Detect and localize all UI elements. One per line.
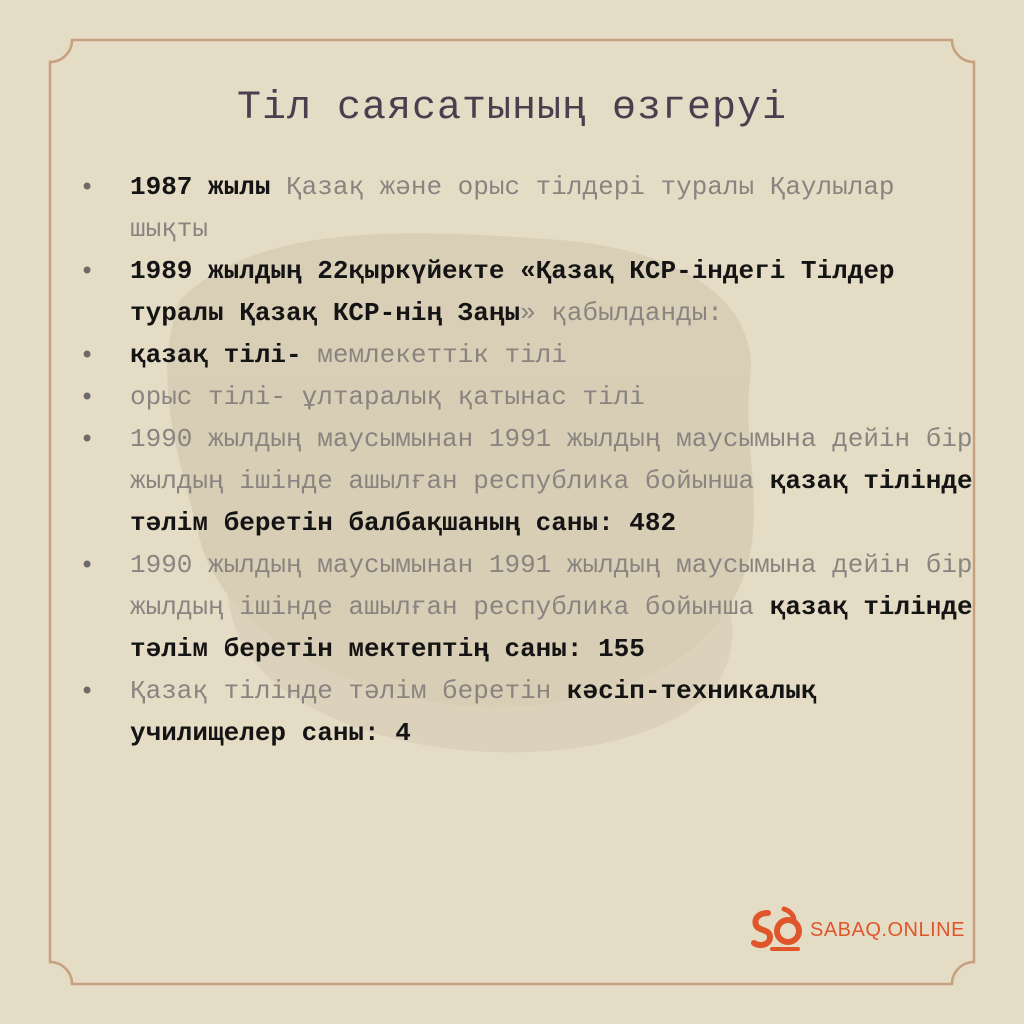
bullet-item: [80, 418, 980, 544]
bullet-item: [80, 250, 980, 334]
bullet-text: 1990 жылдың маусымынан 1991 жылдың маусымына дейін бір жылдың ішінде ашылған республика бойынша: [130, 550, 973, 622]
bullet-bold-text: қазақ тілінде тәлім беретін мектептің саны: 155: [130, 592, 973, 664]
bullet-bold-text: кәсіп-техникалық училищелер саны: 4: [130, 676, 817, 748]
bullet-dot-icon: •: [80, 677, 95, 705]
bullet-item: [80, 166, 980, 250]
bullet-bold-text: 1987 жылы: [130, 172, 271, 202]
bullet-item: [80, 334, 980, 376]
sabaq-logo[interactable]: [750, 905, 965, 955]
bullet-text: » қабылданды:: [520, 298, 723, 328]
bullet-bold-text: қазақ тілінде тәлім беретін балбақшаның саны: 482: [130, 466, 973, 538]
bullet-item: [80, 544, 980, 670]
bullet-dot-icon: •: [80, 173, 95, 201]
bullet-item: [80, 670, 980, 754]
bullet-item: [80, 376, 980, 418]
bullet-dot-icon: •: [80, 425, 95, 453]
bullet-dot-icon: •: [80, 341, 95, 369]
bullet-dot-icon: •: [80, 257, 95, 285]
bullet-text: Қазақ және орыс тілдері туралы Қаулылар шықты: [130, 172, 895, 244]
sabaq-logo-text: SABAQ.ONLINE: [810, 918, 965, 941]
page-title: Тіл саясатының өзгеруі: [236, 86, 788, 131]
bullet-dot-icon: •: [80, 551, 95, 579]
bullet-dot-icon: •: [80, 383, 95, 411]
bullet-text: Қазақ тілінде тәлім беретін: [130, 676, 567, 706]
sabaq-logo-icon: [750, 905, 804, 955]
bullet-text: 1990 жылдың маусымынан 1991 жылдың маусымына дейін бір жылдың ішінде ашылған республика бойынша: [130, 424, 973, 496]
bullet-bold-text: қазақ тілі-: [130, 340, 302, 370]
bullet-bold-text: 1989 жылдың 22қыркүйекте «Қазақ КСР-індегі Тілдер туралы Қазақ КСР-нің Заңы: [130, 256, 895, 328]
bullet-text: орыс тілі- ұлтаралық қатынас тілі: [130, 382, 645, 412]
bullet-list: [80, 166, 980, 754]
bullet-text: мемлекеттік тілі: [301, 340, 567, 370]
